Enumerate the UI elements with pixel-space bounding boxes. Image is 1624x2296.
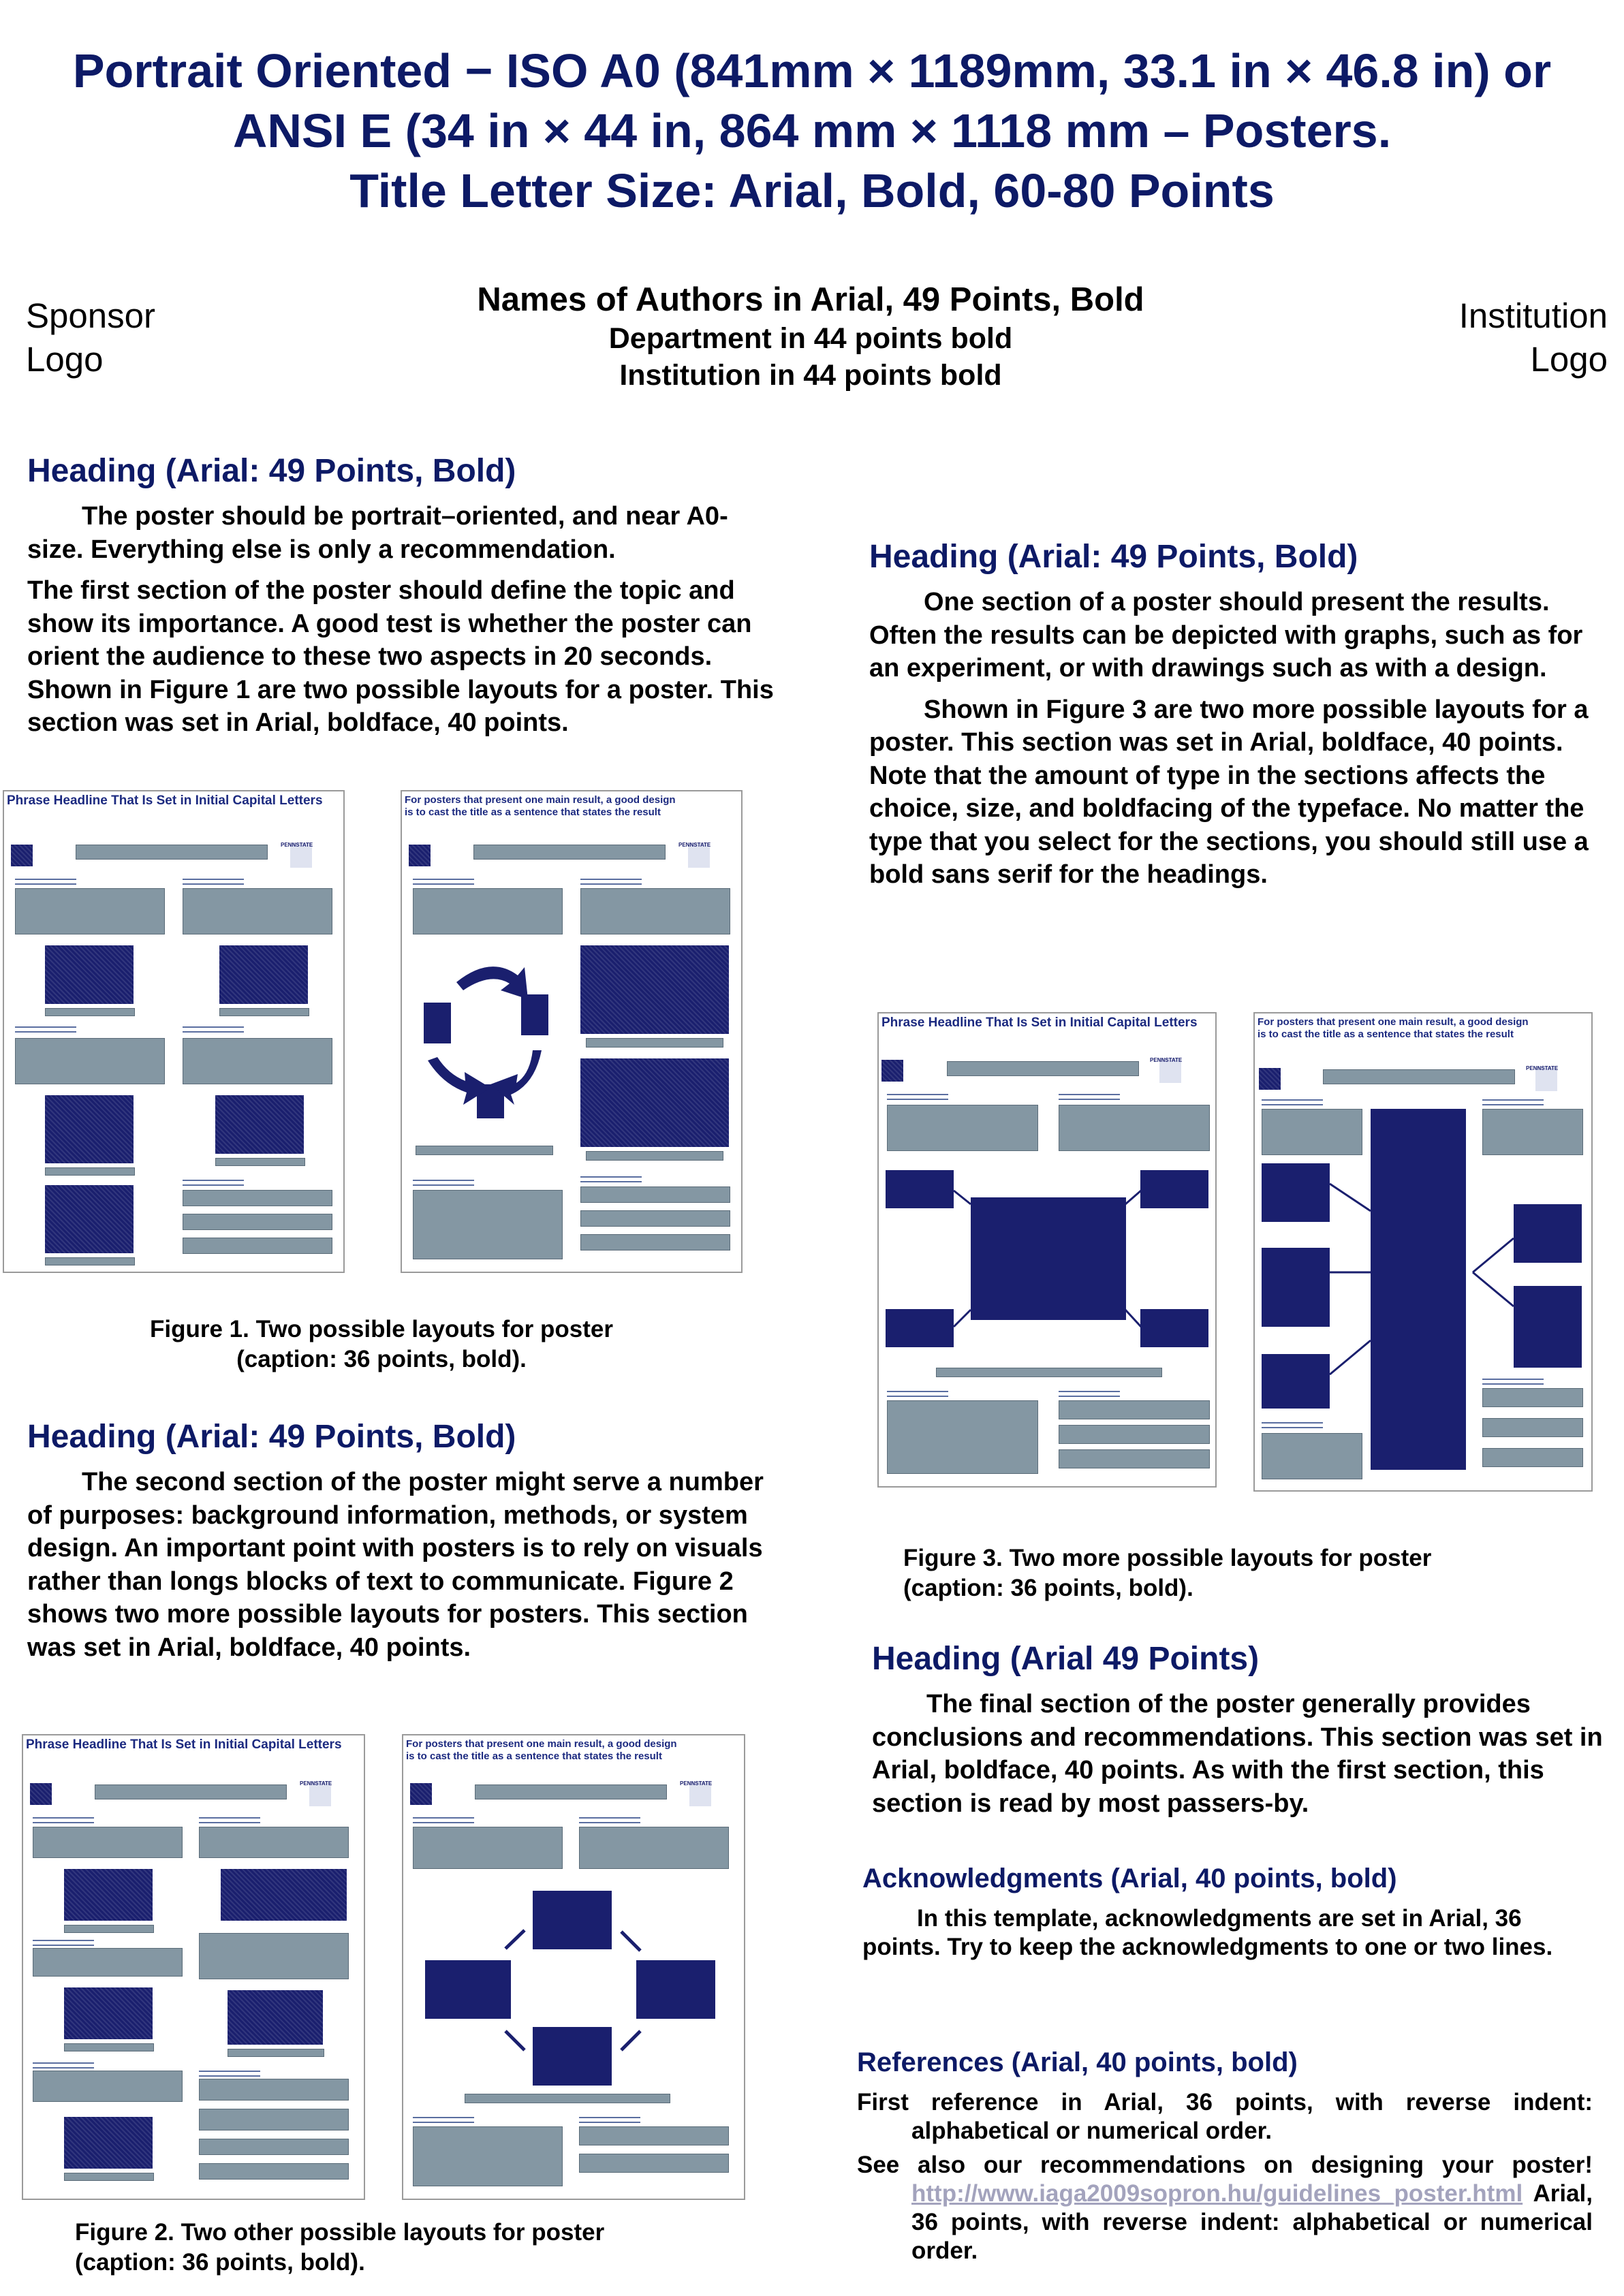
acknowledgments-text: In this template, acknowledgments are set in Arial, 36 points. Try to keep the acknowledgments to one or two lines.	[862, 1905, 1553, 1960]
institution-logo-line1: Institution	[1458, 296, 1608, 335]
mini-caption	[936, 1368, 1162, 1377]
mini-text-block	[199, 1827, 349, 1858]
mini-caption	[586, 1038, 723, 1048]
sponsor-logo	[26, 294, 155, 381]
mini-logo-square	[1259, 1068, 1281, 1090]
department: Department in 44 points bold	[608, 322, 1013, 355]
mini-text-line	[1482, 1448, 1583, 1467]
arrow-icon	[621, 2031, 640, 2050]
figure1-caption-line1: Figure 1. Two possible layouts for poster	[149, 1316, 613, 1342]
mini-caption	[228, 2049, 324, 2057]
section4-body	[872, 1688, 1608, 1828]
crest-text: PENNSTATE	[300, 1780, 332, 1787]
mini-logo-square	[410, 1783, 432, 1805]
mini-rule	[580, 1176, 642, 1182]
section1-para2: The first section of the poster should define the topic and show its importance. A good test is whether the poster can orient the audience to these two aspects in 20 seconds. Shown in Figure 1 are two possible layouts for a poster. This section was set in Arial, boldface, 40 points.	[27, 576, 774, 737]
mini-figure	[64, 1869, 153, 1921]
figure2-caption-line1: Figure 2. Two other possible layouts for poster	[75, 2219, 605, 2246]
mini-figure	[580, 1058, 729, 1147]
section1-para1: The poster should be portrait–oriented, and near A0-size. Everything else is only a recommendation.	[27, 502, 728, 564]
mini-text-block	[183, 888, 332, 934]
hub-diagram	[879, 1163, 1215, 1368]
flow-diagram	[410, 1884, 737, 2088]
mini-text-line	[199, 2109, 349, 2130]
crest-icon	[1150, 1057, 1183, 1083]
flow-block	[533, 2027, 612, 2086]
section4-para1: The final section of the poster generally provides conclusions and recommendations. This section was set in Arial, boldface, 40 points. As with the first section, this section is read by most passers-by.	[872, 1690, 1603, 1818]
mini-caption	[416, 1146, 553, 1155]
mini-figure	[221, 1869, 347, 1921]
tree-block	[1262, 1354, 1330, 1409]
mini-rule	[33, 2062, 94, 2069]
references-heading: References (Arial, 40 points, bold)	[857, 2047, 1298, 2077]
mini-text-line	[580, 1234, 730, 1251]
crest-icon	[680, 1780, 713, 1806]
mini-rule	[183, 879, 244, 885]
sponsor-logo-line2: Logo	[26, 340, 104, 379]
mini-text-block	[413, 1827, 563, 1869]
mini-text-block	[15, 888, 165, 934]
mini-text-line	[579, 2126, 729, 2145]
mini-rule	[579, 1817, 640, 1823]
mini-caption	[219, 1008, 309, 1016]
mini-caption	[45, 1008, 135, 1016]
mini-text-line	[1059, 1449, 1210, 1468]
figure1-layout-a	[3, 790, 345, 1273]
mini-figure	[45, 1095, 134, 1163]
cycle-block	[521, 994, 548, 1035]
connector	[1330, 1184, 1371, 1211]
figure3-layout-a	[877, 1012, 1217, 1488]
tree-block	[1262, 1163, 1330, 1222]
mini-figure	[580, 945, 729, 1034]
section3-para1: One section of a poster should present the results. Often the results can be depicted with graphs, such as for an experiment, or with drawings such as with a design.	[869, 588, 1583, 682]
mini-logo-square	[11, 845, 33, 866]
sponsor-logo-line1: Sponsor	[26, 296, 155, 335]
mini-text-line	[579, 2154, 729, 2173]
section2-para1: The second section of the poster might serve a number of purposes: background information, methods, or system design. An important point with posters is to rely on visuals rather than longs blocks of text to communicate. Figure 2 shows two more possible layouts for posters. This section was set in Arial, boldface, 40 points.	[27, 1468, 764, 1662]
mini-headline: For posters that present one main result, a good design is to cast the title as a sentence that states the result	[405, 794, 676, 818]
mini-rule	[887, 1391, 948, 1397]
mini-caption	[586, 1151, 723, 1161]
reference-2-prefix: See also our recommendations on designing your poster!	[857, 2152, 1593, 2178]
mini-text-block	[33, 1827, 183, 1858]
mini-text-block	[183, 1038, 332, 1084]
figure3-caption	[903, 1543, 1584, 1603]
mini-rule	[199, 2071, 260, 2077]
arrow-icon	[621, 1932, 640, 1951]
mini-text-line	[199, 2139, 349, 2155]
hub-block	[1140, 1170, 1208, 1208]
institution-logo-line2: Logo	[1530, 340, 1608, 379]
mini-text-block	[887, 1400, 1038, 1474]
mini-logo-square	[30, 1783, 52, 1805]
cycle-diagram	[416, 948, 565, 1118]
figure2-caption	[75, 2218, 756, 2278]
mini-text-block	[199, 1933, 349, 1979]
mini-text-block	[1059, 1105, 1210, 1151]
cycle-block	[424, 1003, 451, 1043]
mini-title-bar	[473, 845, 666, 860]
mini-figure	[219, 945, 308, 1004]
figure3-layout-b	[1253, 1012, 1593, 1492]
section4-heading: Heading (Arial 49 Points)	[872, 1641, 1260, 1677]
mini-rule	[413, 879, 474, 885]
crest-text: PENNSTATE	[1526, 1065, 1559, 1071]
figure2-layout-b	[402, 1734, 745, 2200]
crest-icon	[281, 842, 313, 868]
mini-text-block	[413, 1190, 563, 1259]
mini-logo-square	[881, 1060, 903, 1082]
connector	[954, 1191, 971, 1204]
mini-rule	[1059, 1094, 1120, 1100]
flow-block	[636, 1960, 715, 2019]
mini-text-block	[579, 1827, 729, 1869]
mini-rule	[413, 2117, 474, 2123]
mini-text-block	[33, 1948, 183, 1977]
mini-caption	[45, 1167, 135, 1176]
mini-headline: For posters that present one main result, a good design is to cast the title as a sentence that states the result	[406, 1738, 677, 1762]
hub-block	[886, 1309, 954, 1347]
mini-title-bar	[475, 1784, 667, 1799]
mini-text-line	[580, 1186, 730, 1203]
mini-rule	[1262, 1422, 1323, 1428]
mini-caption	[64, 1925, 154, 1933]
mini-headline: Phrase Headline That Is Set in Initial Capital Letters	[881, 1016, 1198, 1030]
institution: Institution in 44 points bold	[619, 359, 1002, 392]
mini-rule	[413, 1180, 474, 1186]
figure3-caption-line2: (caption: 36 points, bold).	[903, 1575, 1193, 1601]
mini-rule	[1059, 1391, 1120, 1397]
mini-figure	[64, 2117, 153, 2169]
hub-block	[886, 1170, 954, 1208]
mini-title-bar	[947, 1061, 1139, 1076]
mini-figure	[228, 1990, 323, 2045]
poster-title	[0, 41, 1624, 221]
crest-icon	[1526, 1065, 1559, 1091]
acknowledgments-body	[862, 1904, 1605, 1962]
authors-block	[409, 279, 1213, 394]
connector	[1473, 1272, 1514, 1306]
figure1-caption-line2: (caption: 36 points, bold).	[236, 1346, 527, 1372]
mini-text-line	[199, 2163, 349, 2180]
mini-figure	[45, 945, 134, 1004]
mini-text-block	[33, 2071, 183, 2102]
section2-body	[27, 1466, 777, 1672]
acknowledgments-heading: Acknowledgments (Arial, 40 points, bold)	[862, 1863, 1397, 1893]
figure1-layout-b	[401, 790, 743, 1273]
mini-rule	[183, 1180, 244, 1186]
crest-text: PENNSTATE	[281, 842, 313, 848]
connector	[1330, 1340, 1371, 1374]
arrow-icon	[505, 1930, 525, 1949]
mini-headline: Phrase Headline That Is Set in Initial Capital Letters	[7, 793, 323, 808]
tree-block	[1514, 1204, 1582, 1263]
mini-rule	[887, 1094, 948, 1100]
author-names: Names of Authors in Arial, 49 Points, Bold	[477, 281, 1144, 318]
mini-text-line	[183, 1214, 332, 1230]
mini-rule	[580, 879, 642, 885]
mini-caption	[64, 2173, 154, 2181]
mini-text-block	[887, 1105, 1038, 1151]
connector	[1125, 1310, 1141, 1327]
mini-title-bar	[76, 845, 268, 860]
mini-title-bar	[1323, 1069, 1515, 1084]
mini-rule	[183, 1026, 244, 1033]
mini-caption	[45, 1257, 135, 1265]
mini-title-bar	[95, 1784, 287, 1799]
hub-block	[1140, 1309, 1208, 1347]
section1-body	[27, 500, 777, 748]
reference-2	[857, 2151, 1593, 2265]
connector	[1473, 1238, 1514, 1272]
section1-heading: Heading (Arial: 49 Points, Bold)	[27, 453, 516, 489]
tree-block	[1514, 1286, 1582, 1368]
mini-text-line	[199, 2079, 349, 2101]
mini-text-line	[183, 1190, 332, 1206]
mini-rule	[15, 1026, 76, 1033]
mini-headline: For posters that present one main result, a good design is to cast the title as a sentence that states the result	[1258, 1016, 1529, 1040]
crest-text: PENNSTATE	[680, 1780, 713, 1787]
mini-rule	[33, 1817, 94, 1823]
title-line-1: Portrait Oriented − ISO A0 (841mm × 1189mm, 33.1 in × 46.8 in) or	[72, 44, 1552, 97]
crest-text: PENNSTATE	[678, 842, 711, 848]
mini-text-block	[413, 2126, 563, 2186]
title-line-3: Title Letter Size: Arial, Bold, 60-80 Points	[349, 164, 1275, 217]
crest-text: PENNSTATE	[1150, 1057, 1183, 1063]
section3-body	[869, 586, 1605, 900]
guidelines-link[interactable]: http://www.iaga2009sopron.hu/guidelines_poster.html	[911, 2180, 1523, 2207]
mini-rule	[33, 1940, 94, 1946]
reference-1: First reference in Arial, 36 points, with reverse indent: alphabetical or numerical order.	[857, 2089, 1593, 2144]
mini-rule	[199, 1817, 260, 1823]
mini-rule	[1482, 1379, 1544, 1385]
arrow-icon	[505, 2031, 525, 2050]
cycle-arrow-icon	[456, 966, 528, 999]
institution-logo	[1459, 294, 1608, 381]
mini-text-line	[1482, 1418, 1583, 1437]
flow-block	[533, 1891, 612, 1949]
connector	[1125, 1191, 1141, 1204]
crest-icon	[678, 842, 711, 868]
reference-2-suffix: Arial, 36 points, with reverse indent: alphabetical or numerical order.	[911, 2180, 1593, 2264]
mini-text-line	[1059, 1425, 1210, 1444]
title-line-2: ANSI E (34 in × 44 in, 864 mm × 1118 mm – Posters.	[232, 104, 1392, 157]
mini-headline: Phrase Headline That Is Set in Initial Capital Letters	[26, 1737, 342, 1752]
tree-trunk	[1371, 1109, 1466, 1470]
tree-block	[1262, 1248, 1330, 1327]
mini-rule	[579, 2117, 640, 2123]
mini-text-block	[580, 888, 730, 934]
figure1-caption	[41, 1315, 722, 1374]
mini-text-block	[413, 888, 563, 934]
hub-center	[971, 1197, 1126, 1320]
mini-logo-square	[409, 845, 431, 866]
mini-text-line	[1059, 1400, 1210, 1419]
mini-figure	[64, 1987, 153, 2039]
figure3-caption-line1: Figure 3. Two more possible layouts for poster	[903, 1545, 1432, 1571]
mini-figure	[215, 1095, 304, 1154]
mini-caption	[465, 2094, 670, 2103]
figure2-layout-a	[22, 1734, 365, 2200]
mini-text-block	[1262, 1433, 1362, 1479]
figure2-caption-line2: (caption: 36 points, bold).	[75, 2249, 365, 2276]
flow-block	[425, 1960, 511, 2019]
mini-rule	[15, 879, 76, 885]
section3-heading: Heading (Arial: 49 Points, Bold)	[869, 539, 1358, 575]
section3-para2: Shown in Figure 3 are two more possible layouts for a poster. This section was set in Arial, boldface, 40 points. Note that the amount of type in the sections affects the choice, size, and boldfacing of the typeface. No matter the type that you select for the sections, you should still use a bold sans serif for the headings.	[869, 695, 1589, 889]
mini-rule	[413, 1817, 474, 1823]
mini-text-block	[15, 1038, 165, 1084]
mini-text-line	[580, 1210, 730, 1227]
mini-text-line	[183, 1238, 332, 1254]
references-list	[857, 2088, 1593, 2271]
section2-heading: Heading (Arial: 49 Points, Bold)	[27, 1419, 516, 1455]
mini-caption	[64, 2043, 154, 2051]
connector	[954, 1310, 971, 1327]
mini-text-line	[1482, 1388, 1583, 1407]
mini-caption	[215, 1158, 305, 1166]
mini-figure	[45, 1185, 134, 1253]
crest-icon	[300, 1780, 332, 1806]
